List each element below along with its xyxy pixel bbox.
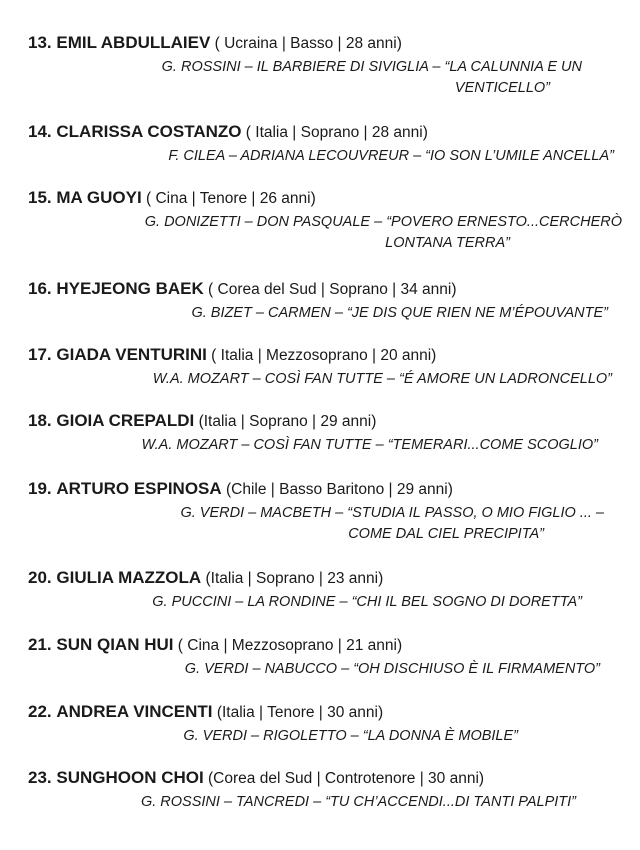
singer-name: CLARISSA COSTANZO: [56, 122, 242, 141]
aria-title: [28, 303, 628, 324]
aria-title: [28, 592, 628, 613]
entry-number: 13.: [28, 33, 52, 52]
aria-line-1: G. DONIZETTI – DON PASQUALE – “POVERO ERNESTO...CERCHERÒ: [144, 214, 622, 230]
singer-details: ( Cina | Tenore | 26 anni): [141, 190, 316, 207]
entry-number: 19.: [28, 479, 52, 498]
aria-line-2: VENTICELLO”: [454, 80, 550, 96]
singer-name: GIULIA MAZZOLA: [56, 568, 202, 587]
singer-name: HYEJEONG BAEK: [56, 279, 204, 298]
singer-details: ( Ucraina | Basso | 28 anni): [210, 35, 402, 52]
entry-number: 17.: [28, 345, 52, 364]
list-item: [28, 634, 628, 680]
list-item: [28, 410, 628, 456]
entry-number: 14.: [28, 122, 52, 141]
singer-details: (Italia | Tenore | 30 anni): [212, 704, 384, 721]
list-item: [28, 32, 628, 99]
entry-number: 16.: [28, 279, 52, 298]
aria-line-2: COME DAL CIEL PRECIPITA”: [348, 526, 544, 542]
list-item: [28, 121, 628, 167]
aria-line-1: G. ROSSINI – IL BARBIERE DI SIVIGLIA – “LA CALUNNIA E UN: [161, 59, 582, 75]
list-item: [28, 478, 628, 545]
aria-line-1: F. CILEA – ADRIANA LECOUVREUR – “IO SON L’UMILE ANCELLA”: [168, 148, 614, 164]
aria-line-1: W.A. MOZART – COSÌ FAN TUTTE – “TEMERARI...COME SCOGLIO”: [141, 437, 598, 453]
singer-name: GIADA VENTURINI: [56, 345, 207, 364]
aria-title: [28, 435, 628, 456]
entry-number: 20.: [28, 568, 52, 587]
entry-number: 23.: [28, 768, 52, 787]
singer-name: SUN QIAN HUI: [56, 635, 174, 654]
aria-line-2: LONTANA TERRA”: [385, 235, 510, 251]
aria-line-1: G. ROSSINI – TANCREDI – “TU CH’ACCENDI...DI TANTI PALPITI”: [140, 794, 576, 810]
aria-title: [28, 57, 628, 99]
aria-line-1: G. VERDI – MACBETH – “STUDIA IL PASSO, O MIO FIGLIO ... –: [180, 505, 604, 521]
aria-line-1: G. VERDI – NABUCCO – “OH DISCHIUSO È IL FIRMAMENTO”: [184, 661, 600, 677]
list-item: [28, 278, 628, 324]
singer-details: ( Corea del Sud | Soprano | 34 anni): [203, 281, 457, 298]
singer-name: MA GUOYI: [56, 188, 142, 207]
singer-details: (Italia | Soprano | 29 anni): [194, 413, 377, 430]
entry-number: 21.: [28, 635, 52, 654]
aria-title: [28, 726, 628, 747]
singer-name: ANDREA VINCENTI: [56, 702, 213, 721]
aria-title: [28, 146, 628, 167]
aria-line-1: G. VERDI – RIGOLETTO – “LA DONNA È MOBILE”: [183, 728, 518, 744]
aria-line-1: W.A. MOZART – COSÌ FAN TUTTE – “É AMORE UN LADRONCELLO”: [152, 371, 612, 387]
aria-title: [28, 503, 628, 545]
list-item: [28, 187, 628, 254]
singer-name: ARTURO ESPINOSA: [56, 479, 222, 498]
aria-title: [28, 212, 628, 254]
aria-title: [28, 369, 628, 390]
entry-number: 18.: [28, 411, 52, 430]
singer-details: ( Italia | Mezzosoprano | 20 anni): [206, 347, 437, 364]
singer-name: GIOIA CREPALDI: [56, 411, 195, 430]
entry-number: 15.: [28, 188, 52, 207]
aria-line-1: G. PUCCINI – LA RONDINE – “CHI IL BEL SOGNO DI DORETTA”: [152, 594, 582, 610]
list-item: [28, 344, 628, 390]
singer-name: EMIL ABDULLAIEV: [56, 33, 211, 52]
entry-number: 22.: [28, 702, 52, 721]
list-item: [28, 767, 628, 813]
aria-title: [28, 659, 628, 680]
aria-title: [28, 792, 628, 813]
singer-details: (Chile | Basso Baritono | 29 anni): [221, 481, 453, 498]
singer-details: ( Cina | Mezzosoprano | 21 anni): [173, 637, 403, 654]
list-item: [28, 701, 628, 747]
list-item: [28, 567, 628, 613]
singer-name: SUNGHOON CHOI: [56, 768, 204, 787]
aria-line-1: G. BIZET – CARMEN – “JE DIS QUE RIEN NE M’ÉPOUVANTE”: [191, 305, 608, 321]
singer-details: (Italia | Soprano | 23 anni): [201, 570, 384, 587]
singer-details: (Corea del Sud | Controtenore | 30 anni): [203, 770, 485, 787]
singer-details: ( Italia | Soprano | 28 anni): [241, 124, 428, 141]
